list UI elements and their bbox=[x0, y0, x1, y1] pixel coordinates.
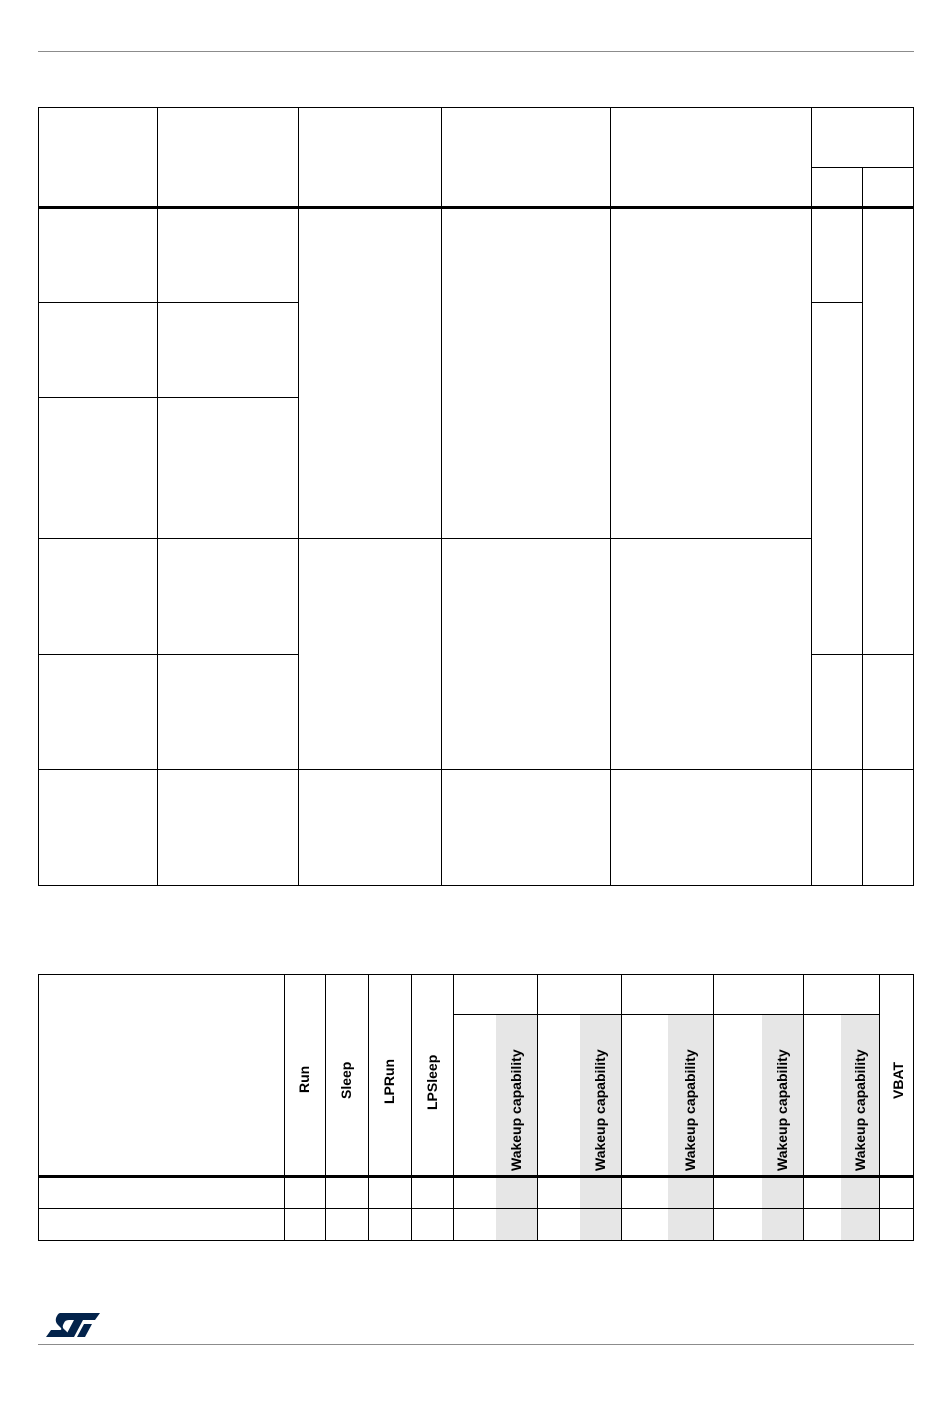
header-lprun: LPRun bbox=[381, 1058, 397, 1104]
header-wakeup-5: Wakeup capability bbox=[852, 1049, 868, 1171]
header-rule bbox=[38, 51, 914, 52]
footer-rule bbox=[38, 1344, 914, 1345]
header-wakeup-3: Wakeup capability bbox=[682, 1049, 698, 1171]
header-wakeup-1: Wakeup capability bbox=[508, 1049, 524, 1171]
header-wakeup-2: Wakeup capability bbox=[592, 1049, 608, 1171]
header-lpsleep: LPSleep bbox=[424, 1054, 440, 1110]
header-sleep: Sleep bbox=[338, 1061, 354, 1099]
header-run: Run bbox=[296, 1065, 312, 1093]
header-wakeup-4: Wakeup capability bbox=[774, 1049, 790, 1171]
st-logo-icon bbox=[44, 1310, 102, 1340]
header-vbat: VBAT bbox=[890, 1061, 906, 1099]
